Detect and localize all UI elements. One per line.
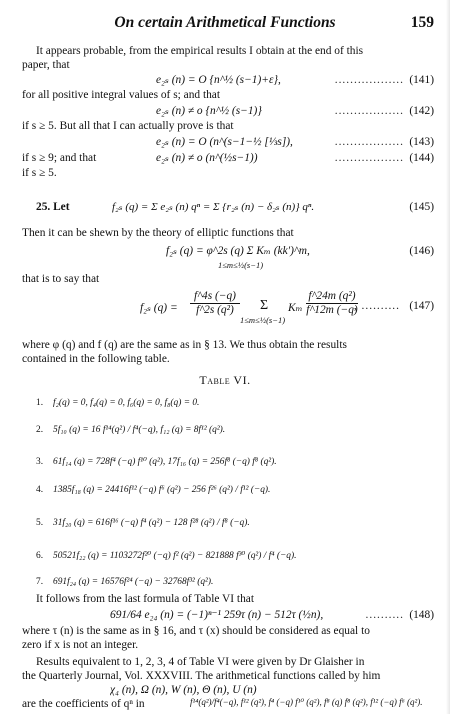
equation-143-number: (143) xyxy=(409,136,434,148)
table-row-relation: 5f₁₀ (q) = 16 f¹⁴(q²) / f⁴(−q), f₁₂ (q) = 8f¹² (q²). xyxy=(53,425,226,435)
table-row-number: 4. xyxy=(36,485,44,495)
equation-141-number: (141) xyxy=(409,74,434,86)
leader-dots: .......... xyxy=(365,609,404,621)
if-s5-line: if s ≥ 5. xyxy=(22,167,57,179)
table-row-relation: 691f₂₄ (q) = 16576f²⁴ (−q) − 32768f³² (q²). xyxy=(53,577,214,587)
table-row-number: 5. xyxy=(36,518,44,528)
equation-146 xyxy=(22,244,434,258)
equation-147 xyxy=(22,288,434,328)
equation-147-sum: Σ xyxy=(260,298,269,313)
leader-dots: .................. xyxy=(334,105,404,117)
equation-144-condition: if s ≥ 9; and that xyxy=(22,152,97,164)
equation-147-frac xyxy=(190,290,240,317)
table-title: Table VI. xyxy=(199,373,251,387)
that-is-line: that is to say that xyxy=(22,273,100,285)
table-row-number: 6. xyxy=(36,551,44,561)
coefficients-line: are the coefficients of qⁿ in xyxy=(22,698,145,710)
table-row-number: 7. xyxy=(36,577,44,587)
equation-144 xyxy=(22,151,434,165)
intro-line-2: paper, that xyxy=(22,59,70,71)
table-row-number: 3. xyxy=(36,457,44,467)
equation-143 xyxy=(22,135,434,149)
where-line-1: where φ (q) and f (q) are the same as in § 13. We thus obtain the results xyxy=(22,339,347,351)
equation-145-formula: f₂ₛ (q) = Σ e₂ₛ (n) qⁿ = Σ {r₂ₛ (n) − δ₂ₛ (n)} qⁿ. xyxy=(112,201,315,213)
equation-147-frac-num: f^4s (−q) xyxy=(190,290,240,304)
equation-146-sum-range: 1≤m≤½(s−1) xyxy=(218,260,264,270)
where-line-2: contained in the following table. xyxy=(22,353,170,365)
equation-147-sum-range: 1≤m≤½(s−1) xyxy=(240,315,286,325)
table-row-relation: 31f₂₀ (q) = 616f¹⁶ (−q) f⁴ (q²) − 128 f²⁸ (q²) / f⁸ (−q). xyxy=(53,518,250,528)
leader-dots: , .......... xyxy=(353,300,400,312)
equation-141-formula: e₂ₛ (n) = O {n^½ (s−1)+ε}, xyxy=(156,74,281,86)
equation-147-number: (147) xyxy=(409,300,434,312)
equation-144-number: (144) xyxy=(409,152,434,164)
equation-148-number: (148) xyxy=(409,609,434,621)
equation-145-number: (145) xyxy=(409,201,434,213)
equation-148 xyxy=(22,608,434,622)
equation-148-formula: 691/64 e₂₄ (n) = (−1)ⁿ⁻¹ 259τ (n) − 512τ (½n), xyxy=(110,609,324,621)
table-row-relation: 50521f₂₂ (q) = 1103272f²⁰ (−q) f² (q²) − 821888 f³⁰ (q²) / f⁴ (−q). xyxy=(53,551,297,561)
page-header xyxy=(0,14,450,32)
glaisher-line-2: the Quarterly Journal, Vol. XXXVIII. The arithmetical functions called by him xyxy=(22,670,381,682)
equation-141 xyxy=(22,73,434,87)
coefficients-list: f¹⁴(q²)/f⁴(−q), f¹² (q²), f⁴ (−q) f¹⁰ (q²), f⁸ (q) f⁸ (q²), f¹² (−q) f⁶ (q²). xyxy=(190,697,423,707)
table-row-relation: 1385f₁₈ (q) = 24416f¹² (−q) f⁶ (q²) − 256 f²⁶ (q²) / f¹² (−q). xyxy=(53,485,271,495)
equation-144-formula: e₂ₛ (n) ≠ o (n^(½s−1)) xyxy=(156,152,258,164)
tau-line-1: where τ (n) is the same as in § 16, and τ (x) should be considered as equal to xyxy=(22,625,370,637)
equation-142 xyxy=(22,104,434,118)
equation-147-term-num: f^24m (q²) xyxy=(306,290,358,304)
equation-147-frac-den: f^2s (q²) xyxy=(196,304,234,316)
equation-145 xyxy=(22,200,434,214)
table-row-number: 2. xyxy=(36,425,44,435)
table-row-relation: f₂(q) = 0, f₄(q) = 0, f₆(q) = 0, f₈(q) = 0. xyxy=(53,398,200,408)
leader-dots: .................. xyxy=(334,136,404,148)
equation-146-number: (146) xyxy=(409,245,434,257)
running-title: On certain Arithmetical Functions xyxy=(114,14,336,31)
section-25-label: 25. Let xyxy=(36,201,70,213)
equation-146-formula: f₂ₛ (q) = φ^2s (q) Σ Kₘ (kk′)^m, xyxy=(166,245,310,257)
tau-line-2: zero if x is not an integer. xyxy=(22,639,139,651)
leader-dots: .................. xyxy=(334,74,404,86)
table-row-number: 1. xyxy=(36,398,44,408)
but-line: if s ≥ 5. But all that I can actually prove is that xyxy=(22,120,234,132)
equation-147-term: Kₘ xyxy=(288,302,303,314)
equation-143-formula: e₂ₛ (n) = O (n^(s−1−½ [⅓s]), xyxy=(156,136,293,148)
equation-142-number: (142) xyxy=(409,105,434,117)
page-edge-shadow xyxy=(446,0,450,714)
functions-line: χ₄ (n), Ω (n), W (n), Θ (n), U (n) xyxy=(110,684,257,696)
for-all-line: for all positive integral values of s; and that xyxy=(22,89,221,101)
intro-line-1: It appears probable, from the empirical results I obtain at the end of this xyxy=(36,45,364,57)
then-line: Then it can be shewn by the theory of elliptic functions that xyxy=(22,227,294,239)
follows-line: It follows from the last formula of Table VI that xyxy=(36,593,255,605)
equation-142-formula: e₂ₛ (n) ≠ o {n^½ (s−1)} xyxy=(156,105,262,117)
glaisher-line-1: Results equivalent to 1, 2, 3, 4 of Table VI were given by Dr Glaisher in xyxy=(36,656,365,668)
table-row-relation: 61f₁₄ (q) = 728f⁴ (−q) f¹⁰ (q²), 17f₁₆ (q) = 256f⁸ (−q) f⁸ (q²). xyxy=(53,457,277,467)
leader-dots: .................. xyxy=(334,152,404,164)
equation-147-term-den: f^12m (−q) xyxy=(306,304,358,316)
equation-147-left: f₂ₛ (q) = xyxy=(140,302,178,314)
page-number: 159 xyxy=(410,14,434,31)
equation-147-term-frac xyxy=(306,290,358,317)
